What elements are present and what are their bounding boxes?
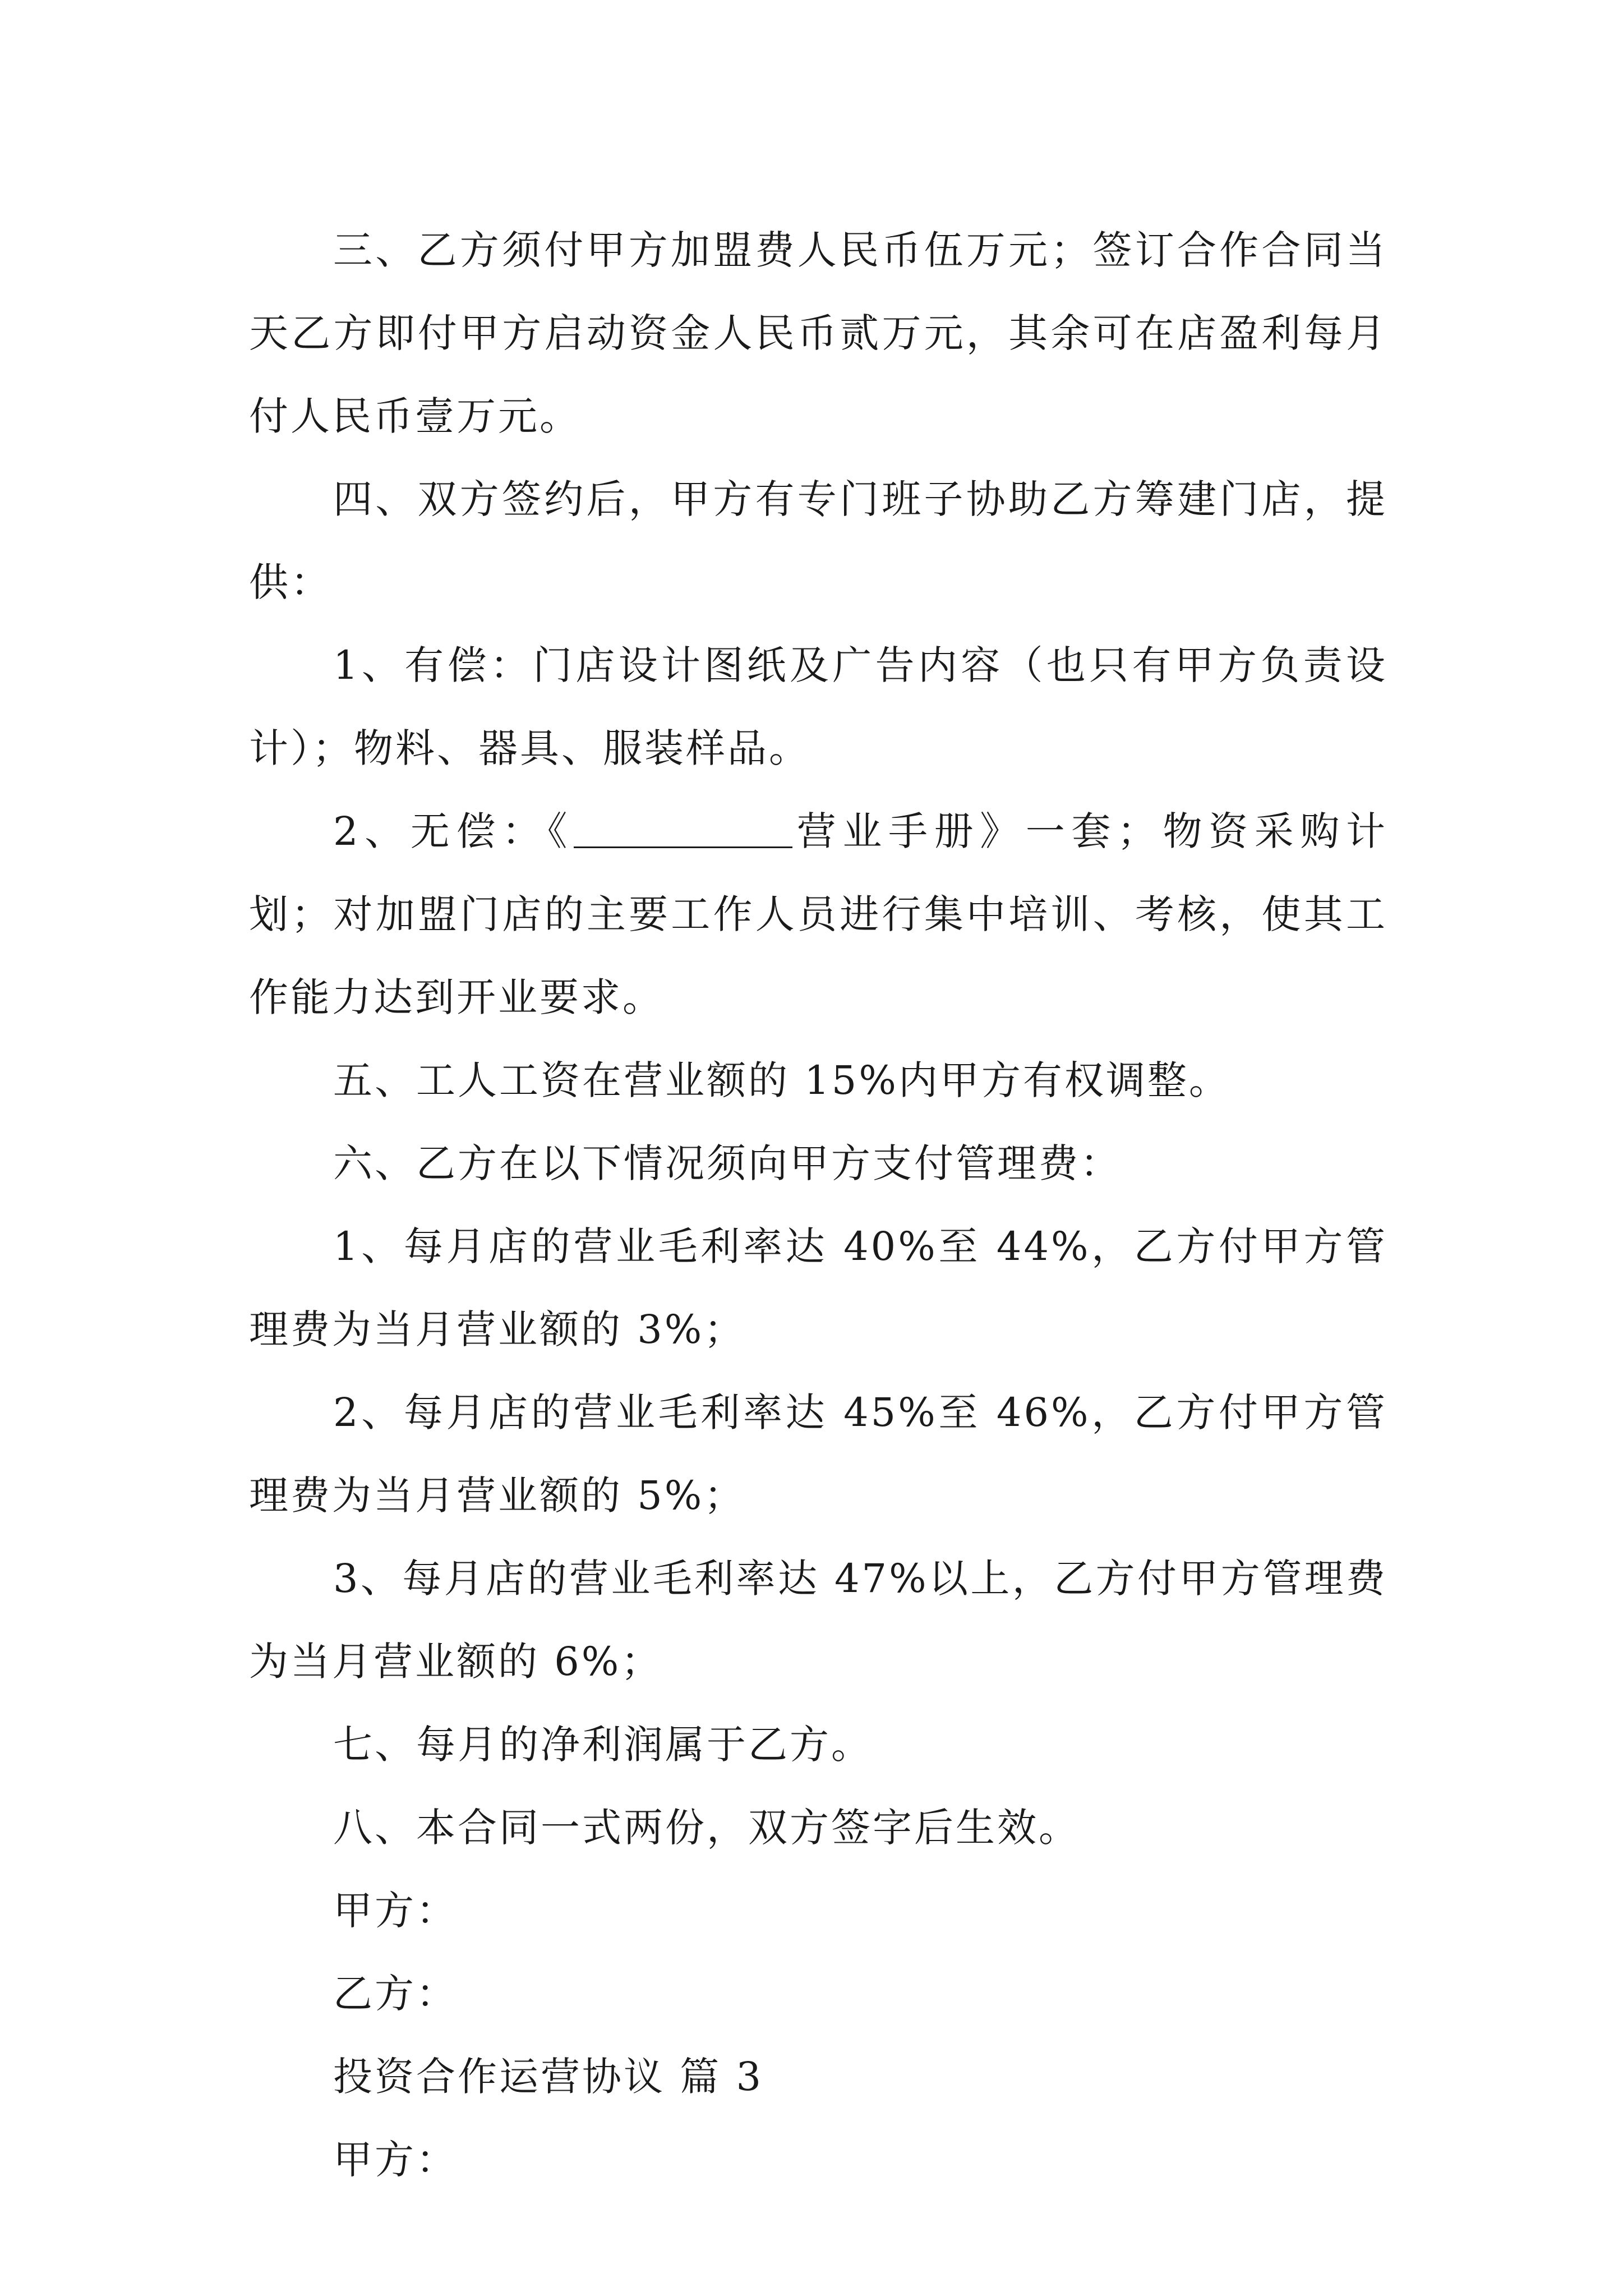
clause-6-management-fee: 六、乙方在以下情况须向甲方支付管理费：	[333, 1140, 1122, 1186]
clause-5-wages: 五、工人工资在营业额的 15%内甲方有权调整。	[333, 1057, 1230, 1103]
clause-4-item-2-suffix: 营业手册》一套；物资采购计划；对加盟门店的主要工作人员进行集中培训、考核，使其工作能力达到开业要求。	[249, 808, 1387, 1020]
clause-4-support: 四、双方签约后，甲方有专门班子协助乙方筹建门店，提供：	[249, 476, 1387, 605]
clause-4-item-1-paid: 1、有偿：门店设计图纸及广告内容（也只有甲方负责设计）；物料、器具、服装样品。	[249, 642, 1387, 771]
clause-6-item-2: 2、每月店的营业毛利率达 45%至 46%，乙方付甲方管理费为当月营业额的 5%；	[249, 1389, 1387, 1519]
clause-4-item-2-free	[249, 790, 1387, 1039]
clause-3-fee: 三、乙方须付甲方加盟费人民币伍万元；签订合作合同当天乙方即付甲方启动资金人民币贰万元，其余可在店盈利每月付人民币壹万元。	[249, 227, 1387, 439]
clause-4-item-2-prefix: 2、无偿：《	[333, 808, 574, 854]
party-a-signature-label: 甲方：	[333, 1888, 458, 1934]
clause-6-item-3: 3、每月店的营业毛利率达 47%以上，乙方付甲方管理费为当月营业额的 6%；	[249, 1556, 1387, 1685]
clause-8-effect: 八、本合同一式两份，双方签字后生效。	[333, 1805, 1080, 1851]
clause-6-item-1: 1、每月店的营业毛利率达 40%至 44%，乙方付甲方管理费为当月营业额的 3%；	[249, 1223, 1387, 1352]
fill-in-blank	[574, 807, 792, 848]
clause-7-net-profit: 七、每月的净利润属于乙方。	[333, 1722, 873, 1768]
section-heading: 投资合作运营协议 篇 3	[333, 2054, 764, 2100]
party-a-label: 甲方：	[333, 2137, 458, 2183]
document-body	[249, 209, 1387, 2201]
party-b-signature-label: 乙方：	[333, 1971, 458, 2017]
